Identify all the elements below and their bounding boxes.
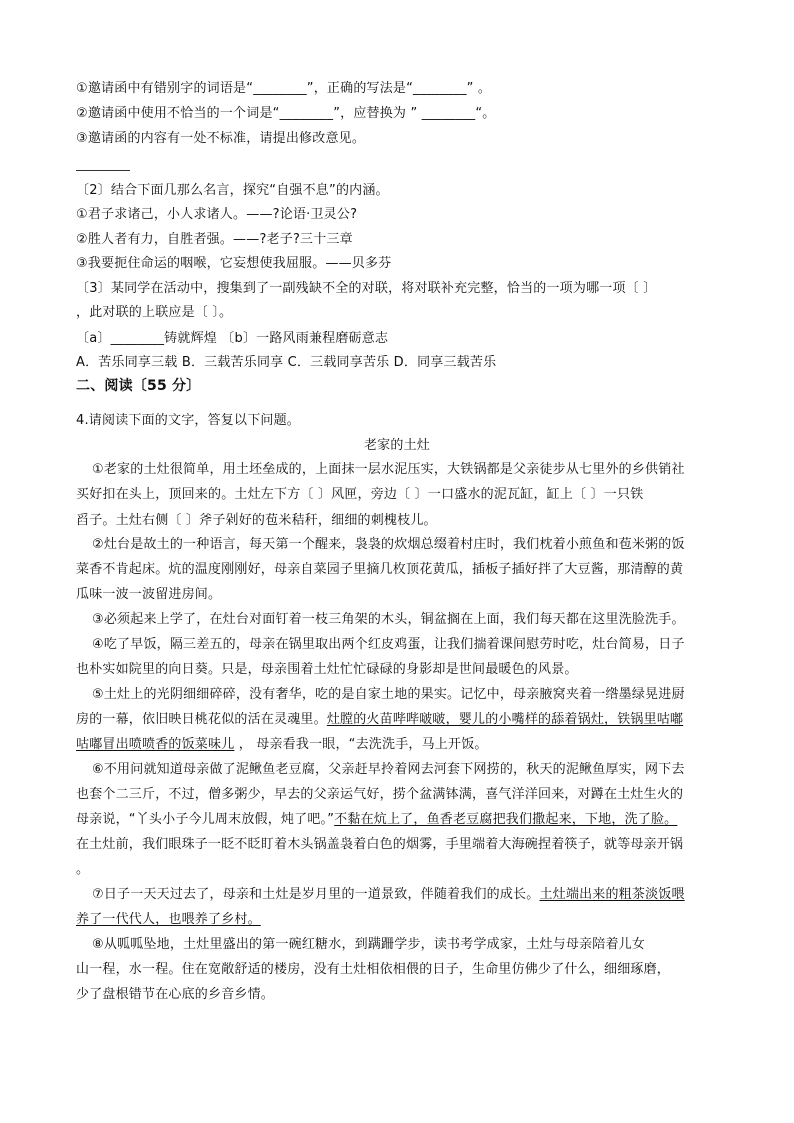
passage-text: ⑦日子一天天过去了，母亲和土灶是岁月里的一道景致，伴随着我们的成长。 <box>92 887 540 902</box>
passage-line: 瓜味一波一波留进房间。 <box>76 587 222 602</box>
passage-line <box>76 711 683 728</box>
passage-title: 老家的土灶 <box>363 438 430 453</box>
underlined-sentence: 灶膛的火苗哔哔啵啵，婴儿的小嘴样的舔着锅灶，铁锅里咕嘟 <box>326 712 684 727</box>
passage-line <box>76 911 261 928</box>
passage-line: ⑥不用问就知道母亲做了泥鳅鱼老豆腐，父亲赶早拎着网去河套下网捞的，秋天的泥鳅鱼厚实，网下去 <box>92 762 685 777</box>
question-item-2: ②邀请函中使用不恰当的一个词是“________”，应替换为 ” ________“。 <box>76 106 496 121</box>
section-heading-reading: 二、阅读〔55 分〕 <box>76 378 201 394</box>
subquestion-2-prompt: 〔2〕结合下面几那么名言，探究“自强不息”的内涵。 <box>76 183 389 198</box>
passage-line: 也套个二三斤，不过，僧多粥少，早去的父亲运气好，捞个盆满钵满，喜气洋洋回来，对蹲在土灶生火的 <box>76 787 684 802</box>
passage-line: 舀子。土灶右侧〔 〕斧子剁好的苞米秸秆，细细的刺槐枝儿。 <box>76 513 437 528</box>
quote-1: ①君子求诸己，小人求诸人。——?论语·卫灵公? <box>76 207 358 222</box>
passage-line <box>76 811 677 828</box>
quote-2: ②胜人者有力，自胜者强。——?老子?三十三章 <box>76 232 353 247</box>
passage-line: 在土灶前，我们眼珠子一眨不眨盯着木头锅盖袅着白色的烟雾，手里端着大海碗捏着筷子，就等母亲开锅 <box>76 837 684 852</box>
passage-line: 买好扣在头上，顶回来的。土灶左下方〔 〕风匣，旁边〔 〕一口盛水的泥瓦缸，缸上〔 〕一只铁 <box>76 487 644 502</box>
passage-text: 房的一幕，依旧映日桃花似的活在灵魂里。 <box>76 712 327 727</box>
quote-3: ③我要扼住命运的咽喉，它妄想使我屈服。——贝多芬 <box>76 256 392 271</box>
underlined-sentence: 不黏在炕上了，鱼香老豆腐把我们撒起来，下地，洗了脸。 <box>334 812 678 827</box>
passage-text: 母亲说，“丫头小子今儿周末放假，炖了吧。” <box>76 812 335 827</box>
answer-options: A．苦乐同享三载 B．三载苦乐同享 C．三载同享苦乐 D．同享三载苦乐 <box>76 355 497 370</box>
passage-line: ④吃了早饭，隔三差五的，母亲在锅里取出两个红皮鸡蛋，让我们揣着课间慰劳时吃，灶台简易，日子 <box>92 637 685 652</box>
question-4-instruction: 4.请阅读下面的文字，答复以下问题。 <box>76 413 301 428</box>
question-item-3: ③邀请函的内容有一处不标准，请提出修改意见。 <box>76 131 366 146</box>
underlined-sentence: 土灶端出来的粗茶淡饭喂 <box>539 887 685 902</box>
question-item-1: ①邀请函中有错别字的词语是“________”，正确的写法是“________” 。 <box>76 81 492 96</box>
passage-line: ⑤土灶上的光阴细细碎碎，没有奢华，吃的是自家土地的果实。记忆中，母亲腋窝夹着一绺墨绿晃进厨 <box>92 687 685 702</box>
subquestion-3-prompt: 〔3〕某同学在活动中，搜集到了一副残缺不全的对联，将对联补充完整，恰当的一项为哪一项〔 〕 <box>76 281 657 296</box>
subquestion-3-prompt-cont: ，此对联的上联应是〔 〕。 <box>76 305 233 320</box>
passage-line: 。 <box>76 862 90 877</box>
passage-line <box>92 886 685 903</box>
passage-line: ①老家的土灶很简单，用土坯垒成的，上面抹一层水泥压实，大铁锅都是父亲徒步从七里外的乡供销社 <box>92 462 685 477</box>
passage-line: ③必须起来上学了，在灶台对面钉着一枝三角架的木头，铜盆搁在上面，我们每天都在这里洗脸洗手。 <box>92 612 685 627</box>
passage-line: 少了盘根错节在心底的乡音乡情。 <box>76 987 275 1002</box>
passage-line: ②灶台是故土的一种语言，每天第一个醒来，袅袅的炊烟总缀着村庄时，我们枕着小煎鱼和苞米粥的饭 <box>92 537 685 552</box>
passage-line: 山一程，水一程。住在宽敞舒适的楼房，没有土灶相依相偎的日子，生命里仿佛少了什么，细细琢磨， <box>76 962 671 977</box>
passage-text: ， 母亲看我一眼，“去洗洗手，马上开饭。 <box>234 737 488 752</box>
passage-line <box>76 736 488 753</box>
passage-line: 菜香不肯起床。炕的温度刚刚好，母亲自菜园子里摘几枚顶花黄瓜，插板子插好拌了大豆酱，那清醇的黄 <box>76 562 684 577</box>
answer-blank-line <box>76 170 130 171</box>
underlined-sentence: 咕嘟冒出喷喷香的饭菜味儿 <box>76 737 235 752</box>
underlined-sentence: 养了一代代人，也喂养了乡村。 <box>76 912 261 927</box>
passage-line: 也朴实如院里的向日葵。只是，母亲围着土灶忙忙碌碌的身影却是世间最暖色的风景。 <box>76 662 578 677</box>
passage-line: ⑧从呱呱坠地，土灶里盛出的第一碗红糖水，到蹒跚学步，读书考学成家，土灶与母亲陪着儿女 <box>92 937 646 952</box>
couplet-line: 〔a〕________铸就辉煌 〔b〕一路风雨兼程磨砺意志 <box>76 331 389 346</box>
